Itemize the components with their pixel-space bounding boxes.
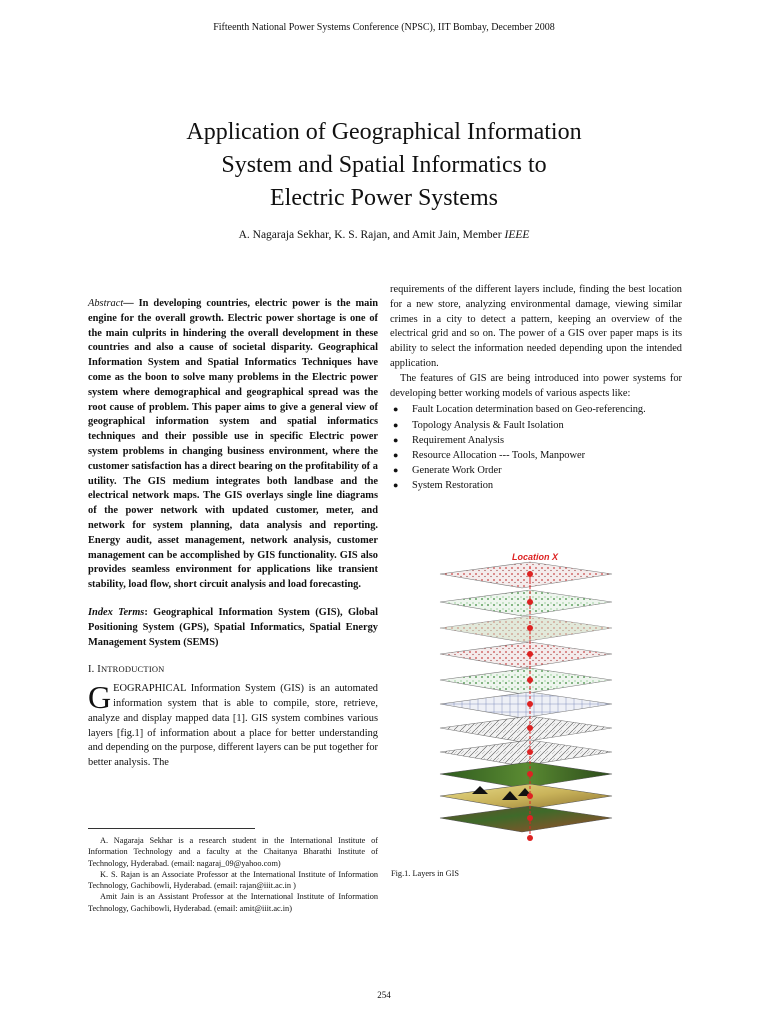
layer-6 <box>440 692 612 718</box>
intro-text: EOGRAPHICAL Information System (GIS) is an automated information system that is able to compile, store, retrieve, analyze and display mapped data [1]. GIS system combines various layers [fig.1] of information about a place for better understanding and depending on the purpose, different layers can be put together for better analysis. The <box>88 683 378 769</box>
author-society: IEEE <box>504 229 530 241</box>
layer-10 <box>440 784 612 810</box>
gis-layers-illustration <box>426 548 626 844</box>
title-line-2: System and Spatial Informatics to <box>221 152 547 178</box>
layer-4 <box>440 642 612 668</box>
bullet-icon: ● <box>393 449 399 460</box>
title-line-3: Electric Power Systems <box>270 185 498 211</box>
author-names: A. Nagaraja Sekhar, K. S. Rajan, and Amit Jain, Member <box>238 229 505 241</box>
index-terms-lead: Index Terms <box>88 606 145 618</box>
bullet-icon: ● <box>393 434 399 445</box>
footnotes <box>88 835 378 914</box>
section-number: I. <box>88 664 98 676</box>
feature-list <box>390 402 682 493</box>
right-paragraph-1: requirements of the different layers include, finding the best location for a new store, analyzing environmental damage, viewing similar crimes in a city to detect a pattern, keeping an overview of the electrical grid and so on. The power of a GIS over paper maps is its ability to select the information needed depending upon the intended application. <box>390 284 682 369</box>
section-first-letter: I <box>97 664 101 676</box>
layer-9 <box>440 762 612 788</box>
layer-8 <box>440 740 612 766</box>
bullet-icon: ● <box>393 480 399 491</box>
footnote-rule <box>88 828 255 829</box>
bullet-icon: ● <box>393 419 399 430</box>
section-title-rest: NTRODUCTION <box>100 664 165 675</box>
layer-1 <box>440 562 612 588</box>
paper-title <box>0 116 768 215</box>
layer-11 <box>440 806 612 832</box>
abstract-lead: Abstract <box>88 298 124 309</box>
drop-cap: G <box>88 679 112 716</box>
footnote-3: Amit Jain is an Assistant Professor at the International Institute of Information Technology, Gachibowli, Hyderabad. (email: amit@iiit.ac.in) <box>88 892 378 913</box>
bullet-icon: ● <box>393 404 399 415</box>
left-column <box>88 297 378 771</box>
layer-7 <box>440 716 612 742</box>
figure-caption: Fig.1. Layers in GIS <box>391 869 459 878</box>
right-paragraph-2: The features of GIS are being introduced into power systems for developing better working models of various aspects like: <box>390 372 682 399</box>
list-item: ● Generate Work Order <box>390 463 682 478</box>
bullet-icon: ● <box>393 465 399 476</box>
abstract-text: — In developing countries, electric power is the main engine for the overall growth. Electric power shortage is one of the main culprits in hindering the overall development in these countries and also a cause of societal disparity. Geographical Information System and Spatial Informatics Techniques have come as the boon to solve many problems in the Electric power system where demographical and geographical spread was the root cause of problem. This paper aims to give a general view of geographical information system and spatial informatics techniques and their possible use in specific Electric power system problems in changing business environment, where the customer satisfaction has a direct bearing on the profitability of a utility. The GIS medium integrates both landbase and the electrical network maps. The GIS overlays single line diagrams of the power network with updated customer, meter, and network for system planning, data analysis and reporting. Energy audit, asset management, network analysis, customer management can be accomplished by GIS functionality. GIS also provides seamless environment for applications like transient stability, load flow, short circuit analysis and load forecasting. <box>88 298 378 591</box>
page-number: 254 <box>377 990 391 1000</box>
index-terms-text: : Geographical Information System (GIS), Global Positioning System (GPS), Spatial Informatics, Spatial Energy Management System (SEMS) <box>88 606 378 648</box>
list-item: ● Requirement Analysis <box>390 433 682 448</box>
list-item: ● Fault Location determination based on Geo-referencing. <box>390 402 682 417</box>
intro-paragraph <box>88 679 378 771</box>
list-item: ● Topology Analysis & Fault Isolation <box>390 418 682 433</box>
footnote-1: A. Nagaraja Sekhar is a research student in the International Institute of Information Technology and a faculty at the Chaitanya Bharathi Institute of Technology, Hyderabad. (email: nagaraj_09@yahoo.com) <box>88 836 378 868</box>
footnote-2: K. S. Rajan is an Associate Professor at the International Institute of Information Technology, Gachibowli, Hyderabad. (email: rajan@iiit.ac.in ) <box>88 869 378 891</box>
gis-layers-figure <box>426 548 626 844</box>
index-terms <box>88 606 378 650</box>
right-column <box>390 283 682 494</box>
list-item: ● System Restoration <box>390 478 682 493</box>
list-item: ● Resource Allocation --- Tools, Manpower <box>390 448 682 463</box>
section-heading <box>88 662 378 678</box>
layer-5 <box>440 668 612 694</box>
author-line <box>0 229 768 241</box>
location-x-label: Location X <box>512 552 559 562</box>
conference-header: Fifteenth National Power Systems Conference (NPSC), IIT Bombay, December 2008 <box>213 22 555 33</box>
title-line-1: Application of Geographical Information <box>186 119 582 145</box>
layer-2 <box>440 590 612 616</box>
abstract <box>88 297 378 593</box>
